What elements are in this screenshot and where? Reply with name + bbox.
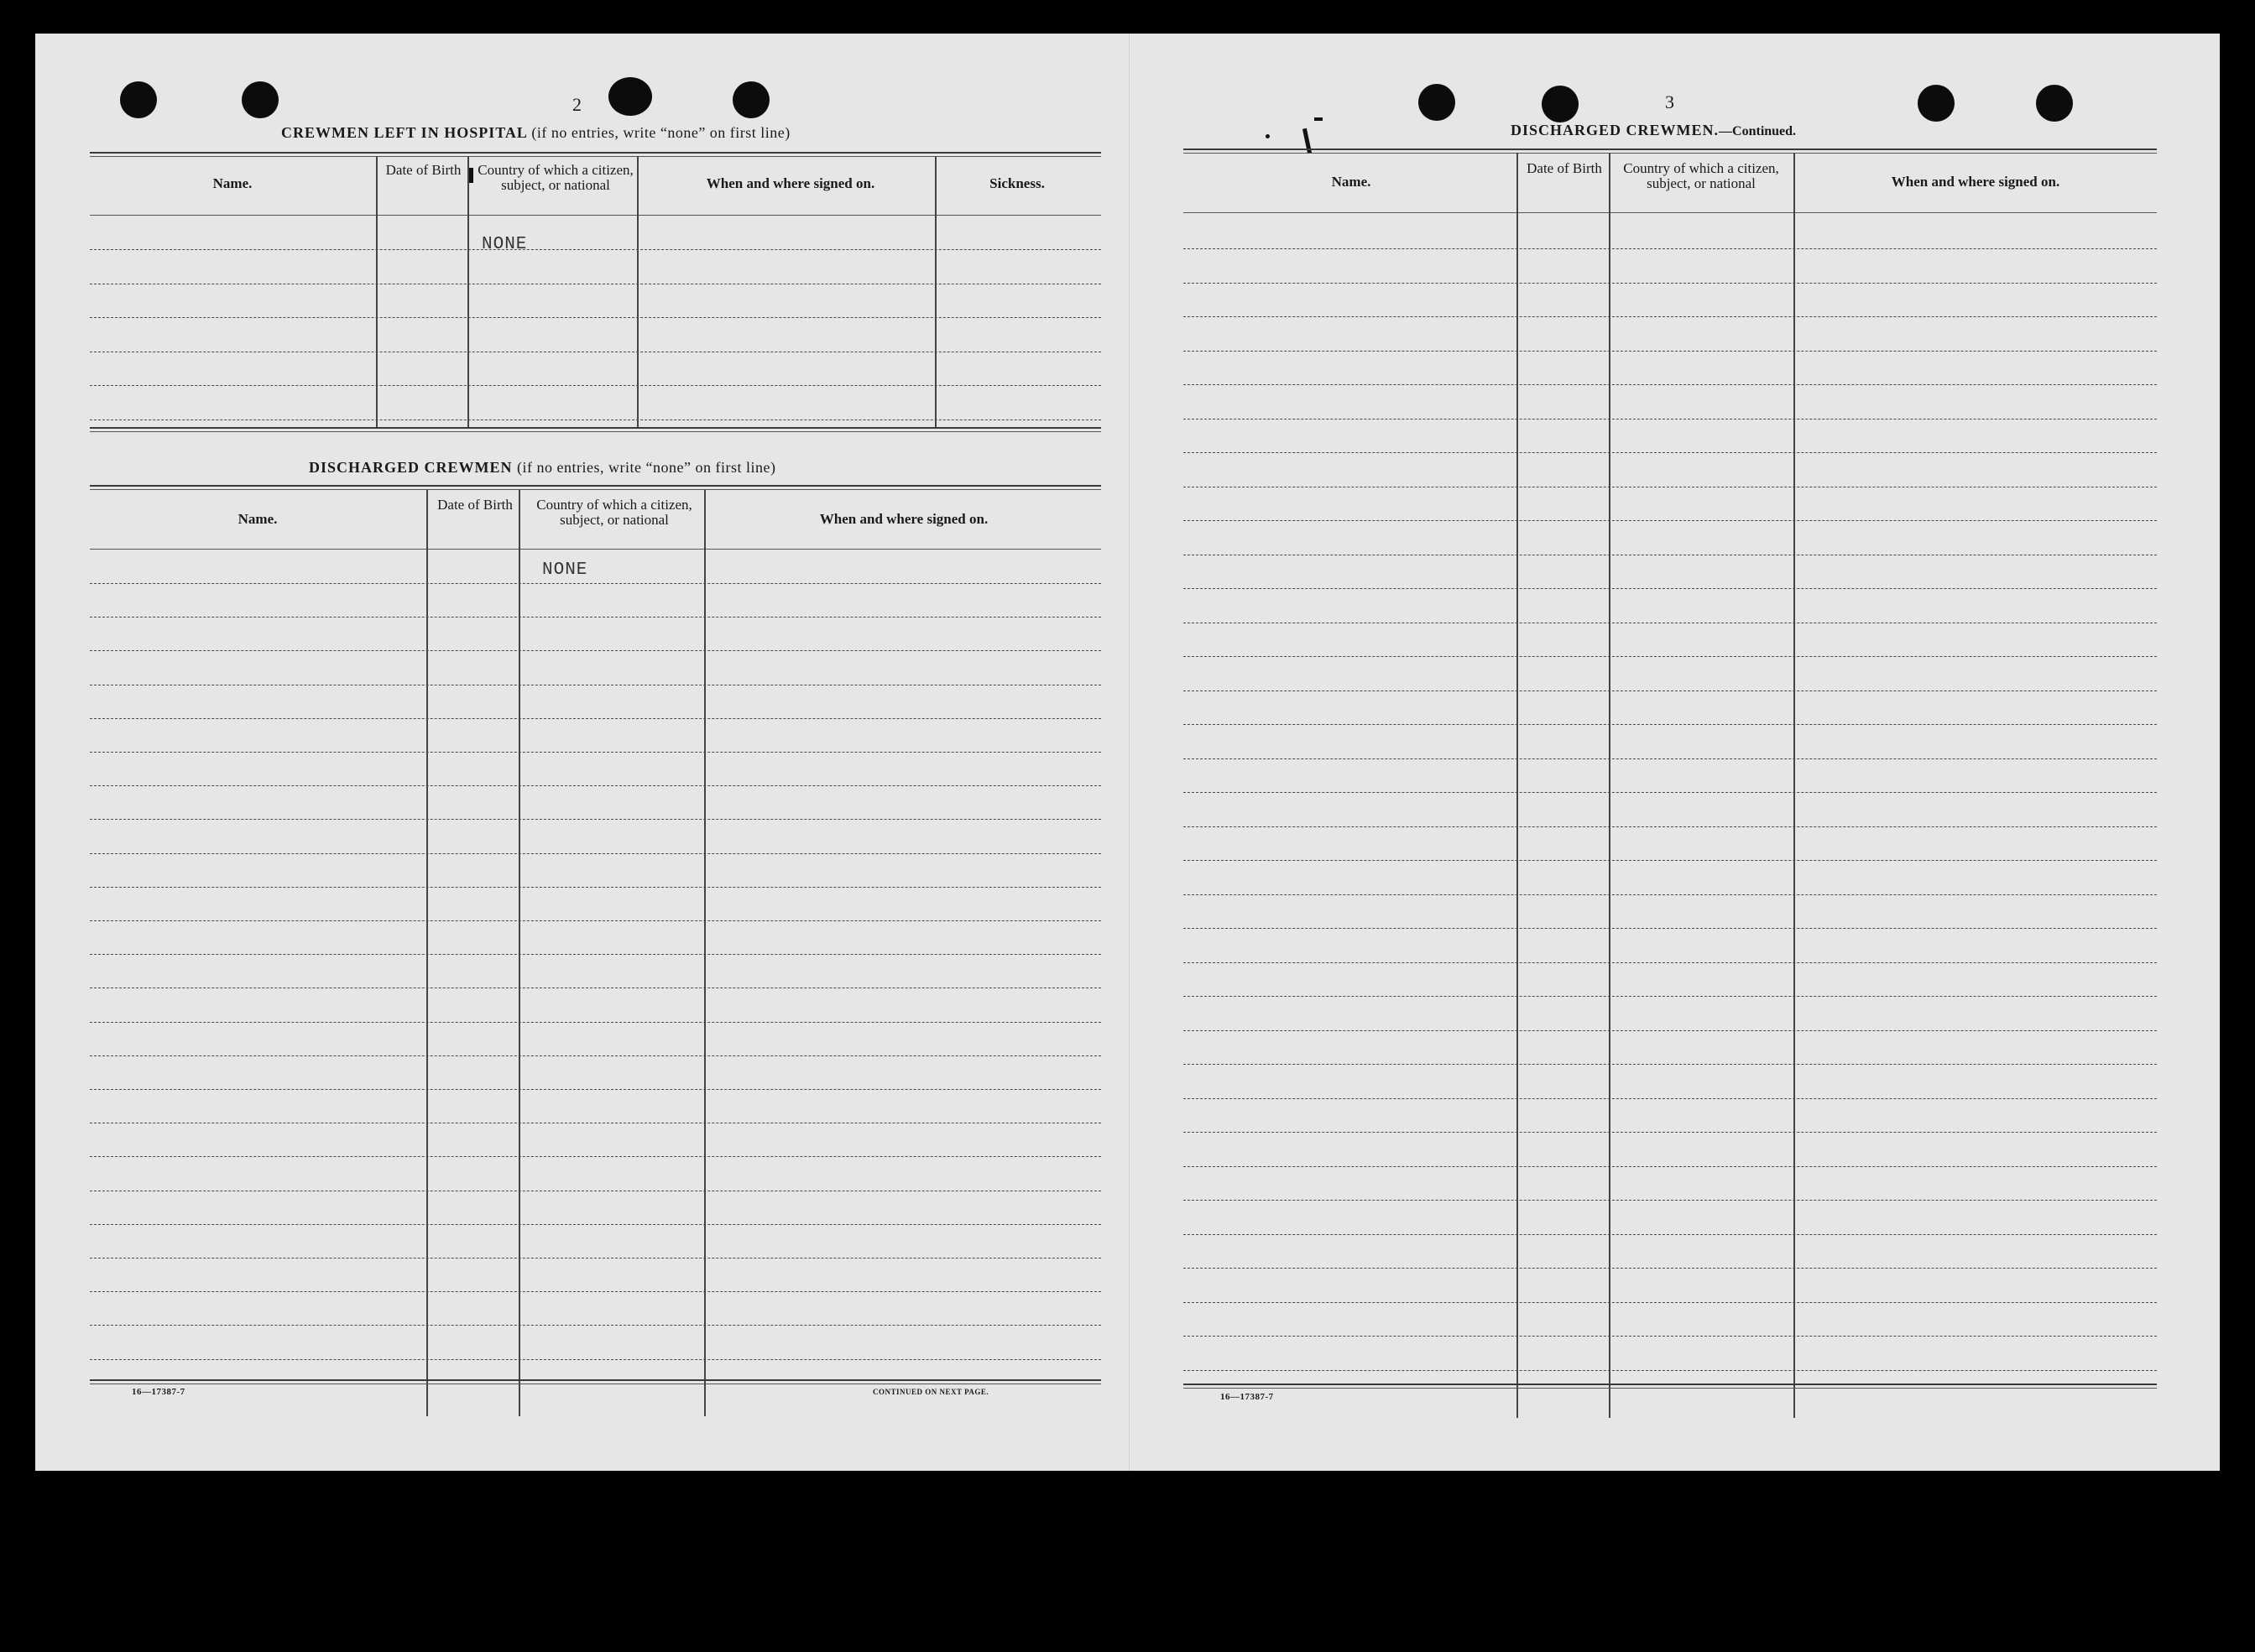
- hospital-col-divider: [467, 156, 469, 427]
- discharged-col-divider: [704, 489, 706, 1416]
- continued-col-country: Country of which a citizen, subject, or national: [1623, 160, 1779, 191]
- entry-line: [1183, 351, 2157, 352]
- hospital-title-text: CREWMEN LEFT IN HOSPITAL: [281, 124, 527, 141]
- hospital-header-rule: [90, 215, 1101, 216]
- form-number: 16—17387-7: [1220, 1392, 1274, 1402]
- ink-mark: [1266, 134, 1270, 138]
- continued-col-name: Name.: [1331, 174, 1371, 190]
- punch-hole: [1542, 86, 1579, 122]
- entry-line: [90, 1224, 1101, 1225]
- entry-line: [90, 920, 1101, 921]
- continued-table-top-rule: [1183, 153, 2157, 154]
- entry-line: [90, 650, 1101, 651]
- form-number: 16—17387-7: [132, 1387, 185, 1397]
- continued-col-when-where: When and where signed on.: [1891, 174, 2060, 190]
- entry-line: [1183, 419, 2157, 420]
- punch-hole: [733, 81, 770, 118]
- hospital-col-dob: Date of Birth: [385, 162, 462, 178]
- discharged-section-title: [309, 459, 775, 477]
- ink-mark: [1314, 117, 1323, 121]
- hospital-col-divider: [935, 156, 937, 427]
- entry-line: [1183, 962, 2157, 963]
- entry-line: [90, 249, 1101, 250]
- entry-line: [90, 1291, 1101, 1292]
- entry-line: [1183, 452, 2157, 453]
- punch-hole: [120, 81, 157, 118]
- entry-line: [1183, 1336, 2157, 1337]
- continued-table-bottom-rule: [1183, 1388, 2157, 1389]
- entry-line: [1183, 248, 2157, 249]
- hospital-col-sickness: Sickness.: [989, 175, 1045, 191]
- entry-line: [1183, 384, 2157, 385]
- discharged-table-top-rule: [90, 485, 1101, 487]
- discharged-col-name: Name.: [238, 511, 278, 527]
- entry-line: [90, 819, 1101, 820]
- punch-hole: [2036, 85, 2073, 122]
- continued-table-top-rule: [1183, 149, 2157, 150]
- continued-col-dob: Date of Birth: [1527, 160, 1602, 176]
- hospital-col-divider: [637, 156, 639, 427]
- entry-line: [1183, 283, 2157, 284]
- entry-line: [1183, 656, 2157, 657]
- entry-line: [90, 853, 1101, 854]
- entry-line: [90, 718, 1101, 719]
- entry-line: [1183, 996, 2157, 997]
- continued-col-divider: [1516, 153, 1518, 1418]
- entry-line: [90, 1359, 1101, 1360]
- entry-line: [1183, 1268, 2157, 1269]
- discharged-col-country: Country of which a citizen, subject, or national: [536, 497, 692, 528]
- entry-line: [1183, 1370, 2157, 1371]
- discharged-header-rule: [90, 549, 1101, 550]
- entry-line: [90, 1325, 1101, 1326]
- discharged-col-divider: [426, 489, 428, 1416]
- entry-line: [1183, 1302, 2157, 1303]
- hospital-table-bottom-rule: [90, 427, 1101, 429]
- punch-hole: [1418, 84, 1455, 121]
- page-number: 3: [1665, 91, 1674, 112]
- continued-header-rule: [1183, 212, 2157, 213]
- punch-hole: [608, 77, 652, 116]
- entry-line: [90, 785, 1101, 786]
- entry-line: [90, 583, 1101, 584]
- discharged-subtitle-text: (if no entries, write “none” on first line): [517, 459, 776, 476]
- continued-table-bottom-rule: [1183, 1384, 2157, 1385]
- form-sheet: [35, 34, 2220, 1471]
- entry-line: [90, 1258, 1101, 1259]
- entry-line: [1183, 1166, 2157, 1167]
- discharged-col-when-where: When and where signed on.: [819, 511, 989, 527]
- entry-line: [90, 1022, 1101, 1023]
- hospital-table-top-rule: [90, 156, 1101, 157]
- entry-line: [90, 385, 1101, 386]
- continued-col-divider: [1609, 153, 1610, 1418]
- discharged-table-top-rule: [90, 489, 1101, 490]
- hospital-section-title: [281, 124, 791, 142]
- punch-hole: [1918, 85, 1955, 122]
- discharged-title-text: DISCHARGED CREWMEN: [309, 459, 513, 476]
- entry-line: [1183, 826, 2157, 827]
- entry-line: [1183, 316, 2157, 317]
- entry-line: [1183, 1030, 2157, 1031]
- discharged-col-dob: Date of Birth: [437, 497, 513, 513]
- entry-line: [1183, 1200, 2157, 1201]
- hospital-col-when-where: When and where signed on.: [706, 175, 875, 191]
- page-number: 2: [572, 94, 582, 115]
- entry-line: [90, 752, 1101, 753]
- hospital-subtitle-text: (if no entries, write “none” on first line): [531, 124, 791, 141]
- entry-line: [90, 617, 1101, 618]
- entry-line: [1183, 894, 2157, 895]
- entry-line: [1183, 588, 2157, 589]
- entry-line: [1183, 520, 2157, 521]
- punch-hole: [242, 81, 279, 118]
- hospital-table-bottom-rule: [90, 431, 1101, 432]
- hospital-col-country: Country of which a citizen, subject, or national: [478, 162, 634, 193]
- discharged-continued-subtitle-text: —Continued.: [1719, 124, 1797, 138]
- hospital-col-name: Name.: [212, 175, 253, 191]
- entry-line: [1183, 1132, 2157, 1133]
- page-fold: [1129, 34, 1130, 1471]
- entry-line: [90, 1156, 1101, 1157]
- discharged-entry-stamp: NONE: [542, 560, 588, 580]
- hospital-col-divider: [376, 156, 378, 427]
- continued-note: CONTINUED ON NEXT PAGE.: [873, 1388, 989, 1396]
- entry-line: [1183, 1064, 2157, 1065]
- entry-line: [90, 887, 1101, 888]
- entry-line: [1183, 1098, 2157, 1099]
- hospital-table-top-rule: [90, 152, 1101, 154]
- entry-line: [1183, 758, 2157, 759]
- entry-line: [1183, 860, 2157, 861]
- discharged-continued-title-text: DISCHARGED CREWMEN.: [1511, 122, 1720, 138]
- entry-line: [90, 1055, 1101, 1056]
- entry-line: [1183, 724, 2157, 725]
- entry-line: [90, 1089, 1101, 1090]
- discharged-table-bottom-rule: [90, 1379, 1101, 1381]
- entry-line: [1183, 792, 2157, 793]
- discharged-col-divider: [519, 489, 520, 1416]
- entry-line: [90, 317, 1101, 318]
- hospital-entry-stamp: NONE: [482, 235, 528, 254]
- entry-line: [1183, 1234, 2157, 1235]
- entry-line: [1183, 928, 2157, 929]
- discharged-continued-title: [1511, 122, 1796, 139]
- continued-col-divider: [1793, 153, 1795, 1418]
- entry-line: [90, 954, 1101, 955]
